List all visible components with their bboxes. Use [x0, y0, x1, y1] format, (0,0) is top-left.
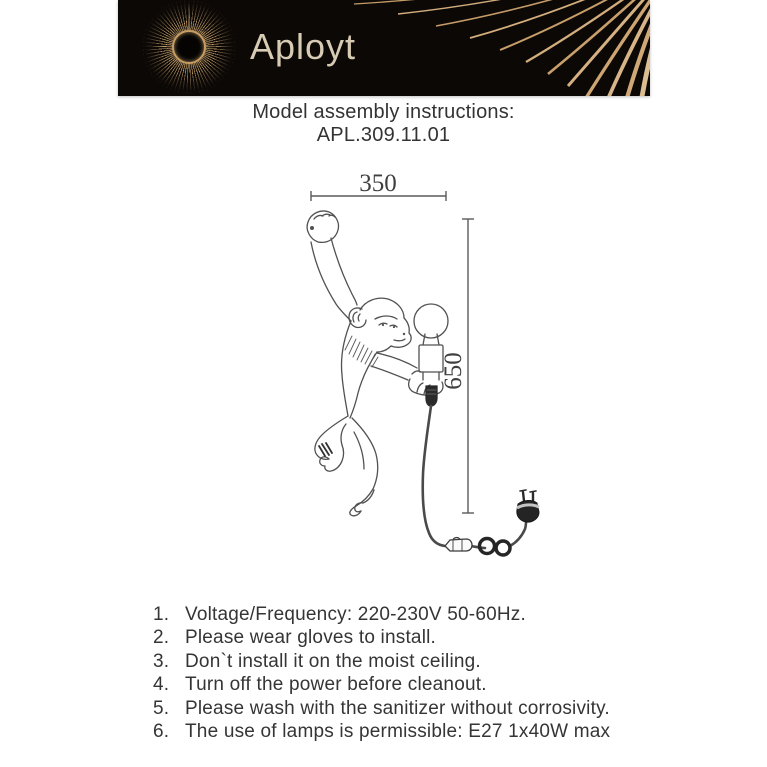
item-text: The use of lamps is permissible: E27 1x40W max: [185, 721, 611, 743]
item-text: Turn off the power before cleanout.: [185, 674, 487, 696]
item-number: 4.: [153, 674, 170, 696]
instruction-item: [153, 603, 610, 626]
width-label: 350: [359, 170, 397, 197]
item-number: 1.: [153, 604, 170, 625]
instruction-item: [153, 697, 610, 720]
power-cord-drawing: [423, 406, 526, 548]
item-text: Please wash with the sanitizer without corrosivity.: [185, 697, 610, 719]
fur-hatching: [345, 336, 378, 367]
height-label: 650: [440, 352, 467, 390]
brand-banner: [118, 0, 650, 96]
instruction-list: [153, 603, 610, 743]
item-number: 5.: [153, 697, 170, 719]
item-number: 2.: [153, 627, 170, 649]
inline-switch-drawing: [445, 538, 472, 552]
instruction-item: [153, 673, 610, 696]
cord-connector: [426, 386, 437, 406]
document-title: Model assembly instructions:: [252, 101, 515, 123]
instruction-item: [153, 650, 610, 673]
item-text: Don`t install it on the moist ceiling.: [185, 650, 481, 672]
item-text: Please wear gloves to install.: [185, 627, 437, 649]
assembly-diagram: [270, 160, 590, 605]
title-block: [0, 101, 767, 147]
item-text: Voltage/Frequency: 220-230V 50-60Hz.: [185, 604, 526, 625]
model-number: APL.309.11.01: [316, 124, 451, 146]
instruction-item: [153, 626, 610, 649]
item-number: 3.: [153, 650, 170, 672]
instruction-item: [153, 720, 610, 743]
power-plug-drawing: [517, 490, 539, 522]
brand-name: Aployt: [250, 26, 357, 67]
shin-markings: [319, 443, 332, 456]
corner-rays-decoration: [118, 0, 650, 96]
item-number: 6.: [153, 721, 170, 743]
